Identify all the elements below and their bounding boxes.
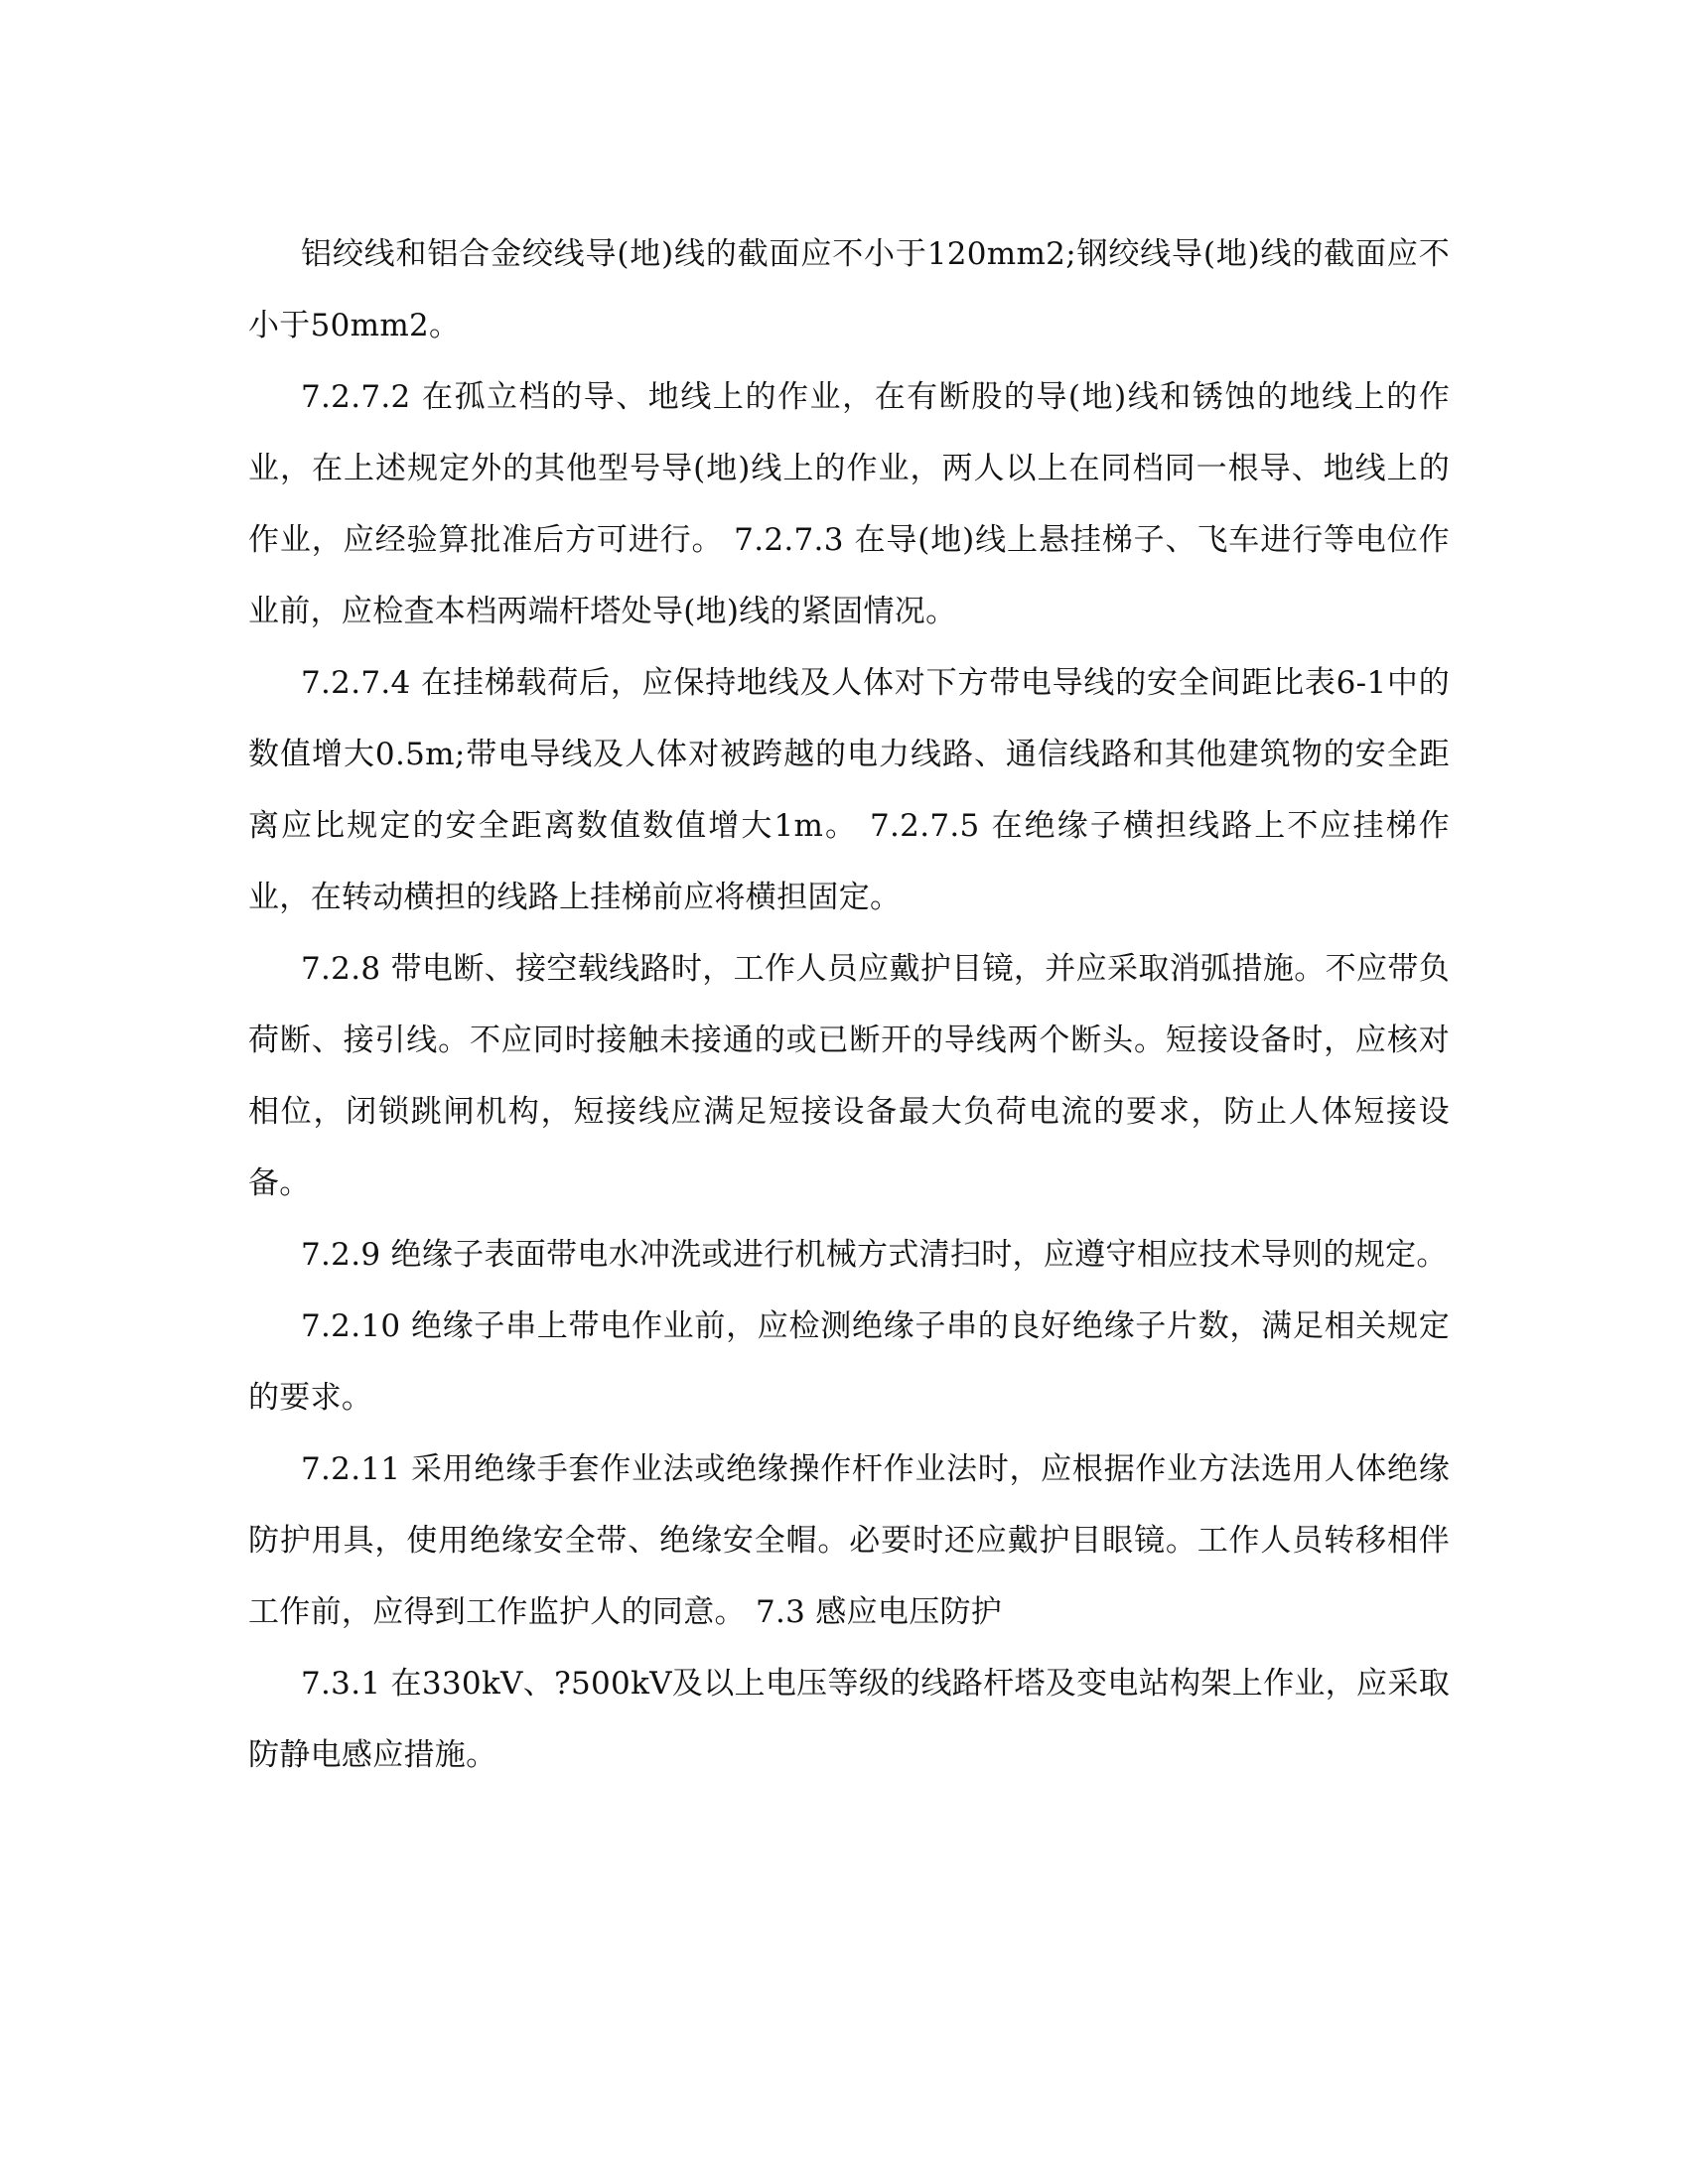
paragraph-7-2-9: 7.2.9 绝缘子表面带电水冲洗或进行机械方式清扫时，应遵守相应技术导则的规定。 bbox=[301, 1237, 1448, 1273]
paragraph-7-2-7-2: 7.2.7.2 在孤立档的导、地线上的作业，在有断股的导(地)线和锈蚀的地线上的作业，在上述规定外的其他型号导(地)线上的作业，两人以上在同档同一根导、地线上的作业，应经验算批准后方可进行。 7.2.7.3 在导(地)线上悬挂梯子、飞车进行等电位作业前，应检查本档两端杆塔处导(地)线的紧固情况。 bbox=[248, 379, 1450, 629]
paragraph-7-2-8: 7.2.8 带电断、接空载线路时，工作人员应戴护目镜，并应采取消弧措施。不应带负荷断、接引线。不应同时接触未接通的或已断开的导线两个断头。短接设备时，应核对相位，闭锁跳闸机构，短接线应满足短接设备最大负荷电流的要求，防止人体短接设备。 bbox=[248, 951, 1450, 1201]
paragraph-7-2-7-4: 7.2.7.4 在挂梯载荷后，应保持地线及人体对下方带电导线的安全间距比表6-1中的数值增大0.5m;带电导线及人体对被跨越的电力线路、通信线路和其他建筑物的安全距离应比规定的安全距离数值数值增大1m。 7.2.7.5 在绝缘子横担线路上不应挂梯作业，在转动横担的线路上挂梯前应将横担固定。 bbox=[248, 665, 1450, 915]
paragraph-7-2-10: 7.2.10 绝缘子串上带电作业前，应检测绝缘子串的良好绝缘子片数，满足相关规定的要求。 bbox=[248, 1308, 1450, 1416]
document-body bbox=[248, 218, 1450, 1791]
paragraph-7-3-1: 7.3.1 在330kV、?500kV及以上电压等级的线路杆塔及变电站构架上作业，应采取防静电感应措施。 bbox=[248, 1666, 1450, 1773]
paragraph-conductor-cross-section: 铝绞线和铝合金绞线导(地)线的截面应不小于120mm2;钢绞线导(地)线的截面应不小于50mm2。 bbox=[248, 236, 1450, 343]
paragraph-7-2-11: 7.2.11 采用绝缘手套作业法或绝缘操作杆作业法时，应根据作业方法选用人体绝缘防护用具，使用绝缘安全带、绝缘安全帽。必要时还应戴护目眼镜。工作人员转移相伴工作前，应得到工作监护人的同意。 7.3 感应电压防护 bbox=[248, 1451, 1450, 1630]
